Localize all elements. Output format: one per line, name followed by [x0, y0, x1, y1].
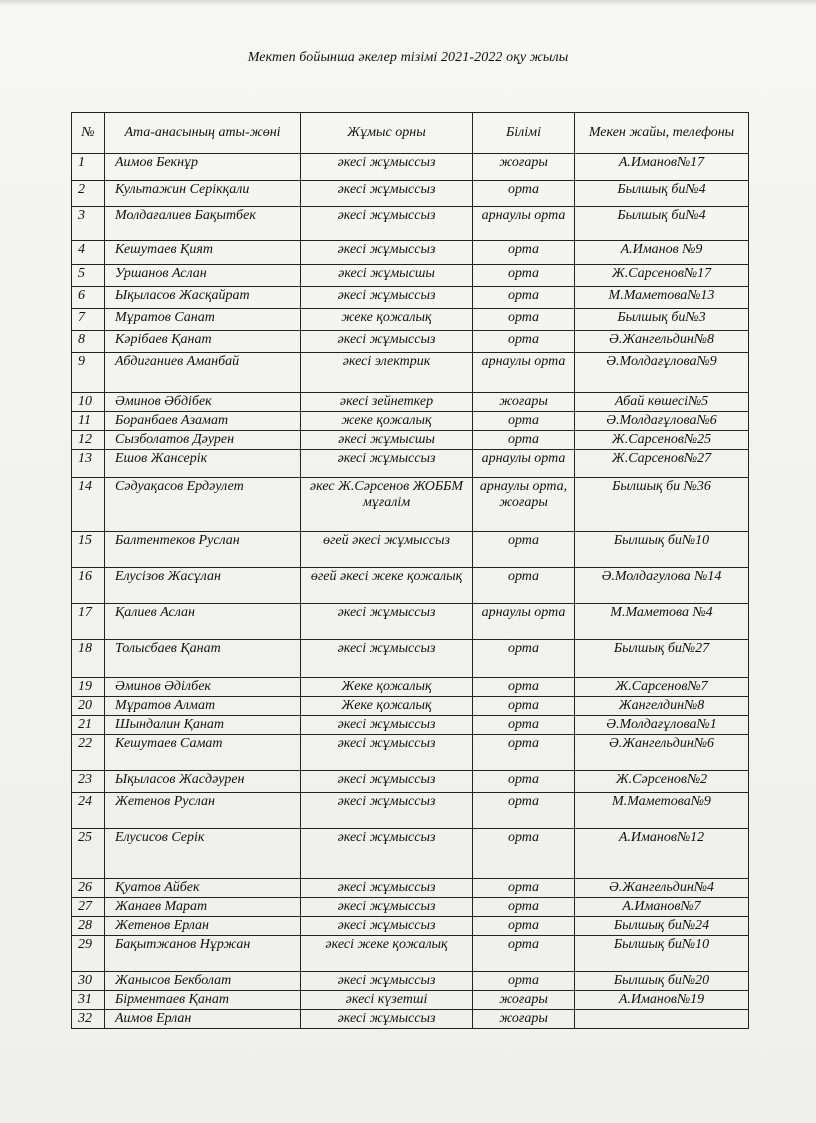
- row-parent-name: Кәрібаев Қанат: [105, 331, 301, 353]
- row-parent-name: Елусізов Жасұлан: [105, 568, 301, 604]
- row-address: А.Иманов№19: [575, 991, 749, 1010]
- row-job: әкесі жұмыссыз: [301, 771, 473, 793]
- header-name: Ата-анасының аты-жөні: [105, 113, 301, 154]
- row-address: Ж.Сарсенов№25: [575, 431, 749, 450]
- row-number: 21: [72, 716, 105, 735]
- row-education: орта: [473, 309, 575, 331]
- row-job: әкесі электрик: [301, 353, 473, 393]
- table-row: [72, 532, 749, 568]
- header-education: Білімі: [473, 113, 575, 154]
- row-number: 30: [72, 972, 105, 991]
- row-parent-name: Елусисов Серік: [105, 829, 301, 879]
- row-education: орта: [473, 735, 575, 771]
- row-address: Былшық би№4: [575, 181, 749, 207]
- row-parent-name: Ықыласов Жасдәурен: [105, 771, 301, 793]
- row-education: орта: [473, 898, 575, 917]
- table-row: [72, 431, 749, 450]
- row-parent-name: Жетенов Руслан: [105, 793, 301, 829]
- row-job: әкесі жұмыссыз: [301, 793, 473, 829]
- row-parent-name: Жетенов Ерлан: [105, 917, 301, 936]
- row-address: Ә.Молдағұлова№9: [575, 353, 749, 393]
- table-row: [72, 972, 749, 991]
- row-address: Былшық би№10: [575, 532, 749, 568]
- row-address: А.Иманов№12: [575, 829, 749, 879]
- row-parent-name: Сәдуақасов Ердәулет: [105, 478, 301, 532]
- row-number: 16: [72, 568, 105, 604]
- row-address: Ә.Молдагулова №14: [575, 568, 749, 604]
- row-parent-name: Бақытжанов Нұржан: [105, 936, 301, 972]
- row-address: Былшық би№24: [575, 917, 749, 936]
- row-job: әкесі жұмыссыз: [301, 450, 473, 478]
- row-address: Былшық би№4: [575, 207, 749, 241]
- row-job: әкесі жұмысшы: [301, 265, 473, 287]
- row-address: Былшық би №36: [575, 478, 749, 532]
- row-education: орта: [473, 568, 575, 604]
- table-row: [72, 353, 749, 393]
- row-education: орта: [473, 917, 575, 936]
- row-parent-name: Толысбаев Қанат: [105, 640, 301, 678]
- row-number: 12: [72, 431, 105, 450]
- table-row: [72, 991, 749, 1010]
- row-parent-name: Аимов Бекнұр: [105, 154, 301, 181]
- row-parent-name: Ықыласов Жасқайрат: [105, 287, 301, 309]
- row-job: әкес Ж.Сәрсенов ЖОББМ мұғалім: [301, 478, 473, 532]
- row-address: М.Маметова№13: [575, 287, 749, 309]
- row-job: әкесі жұмыссыз: [301, 604, 473, 640]
- row-education: орта: [473, 241, 575, 265]
- row-number: 25: [72, 829, 105, 879]
- table-header-row: [72, 113, 749, 154]
- row-parent-name: Ешов Жансерік: [105, 450, 301, 478]
- table-row: [72, 898, 749, 917]
- table-row: [72, 735, 749, 771]
- table-row: [72, 331, 749, 353]
- row-parent-name: Балтентеков Руслан: [105, 532, 301, 568]
- row-address: Ә.Молдағұлова№1: [575, 716, 749, 735]
- row-address: А.Иманов№7: [575, 898, 749, 917]
- row-address: Ж.Сәрсенов№2: [575, 771, 749, 793]
- row-address: Былшық би№20: [575, 972, 749, 991]
- document-title: Мектеп бойынша әкелер тізімі 2021-2022 оқу жылы: [247, 50, 569, 65]
- row-number: 13: [72, 450, 105, 478]
- header-number: №: [72, 113, 105, 154]
- row-address: Былшық би№10: [575, 936, 749, 972]
- row-job: әкесі жұмыссыз: [301, 287, 473, 309]
- row-parent-name: Қуатов Айбек: [105, 879, 301, 898]
- row-job: әкесі жұмыссыз: [301, 241, 473, 265]
- row-parent-name: Мұратов Алмат: [105, 697, 301, 716]
- row-address: Жангелдин№8: [575, 697, 749, 716]
- row-education: орта: [473, 532, 575, 568]
- row-job: әкесі жұмысшы: [301, 431, 473, 450]
- row-address: А.Иманов №9: [575, 241, 749, 265]
- fathers-list-table: [71, 112, 749, 1029]
- row-number: 26: [72, 879, 105, 898]
- table-row: [72, 265, 749, 287]
- row-address: Ж.Сарсенов№17: [575, 265, 749, 287]
- row-education: орта: [473, 412, 575, 431]
- row-address: Ә.Жангельдин№4: [575, 879, 749, 898]
- row-job: әкесі жұмыссыз: [301, 154, 473, 181]
- row-number: 17: [72, 604, 105, 640]
- table-row: [72, 936, 749, 972]
- table-row: [72, 393, 749, 412]
- table-row: [72, 917, 749, 936]
- table-row: [72, 640, 749, 678]
- row-number: 4: [72, 241, 105, 265]
- row-address: Былшық би№3: [575, 309, 749, 331]
- row-job: әкесі жұмыссыз: [301, 181, 473, 207]
- row-number: 3: [72, 207, 105, 241]
- row-education: орта: [473, 793, 575, 829]
- row-number: 32: [72, 1010, 105, 1029]
- row-number: 20: [72, 697, 105, 716]
- row-address: Ж.Сарсенов№27: [575, 450, 749, 478]
- table-row: [72, 309, 749, 331]
- table-row: [72, 879, 749, 898]
- row-education: орта: [473, 640, 575, 678]
- table-row: [72, 412, 749, 431]
- row-address: М.Маметова№9: [575, 793, 749, 829]
- row-education: орта: [473, 972, 575, 991]
- table-row: [72, 793, 749, 829]
- row-education: орта: [473, 181, 575, 207]
- table-row: [72, 568, 749, 604]
- row-education: орта: [473, 936, 575, 972]
- row-job: әкесі зейнеткер: [301, 393, 473, 412]
- row-job: әкесі жұмыссыз: [301, 879, 473, 898]
- table-row: [72, 181, 749, 207]
- table-row: [72, 1010, 749, 1029]
- row-education: арнаулы орта: [473, 450, 575, 478]
- row-number: 8: [72, 331, 105, 353]
- table-row: [72, 604, 749, 640]
- row-parent-name: Жанаев Марат: [105, 898, 301, 917]
- row-address: Ә.Жангельдин№8: [575, 331, 749, 353]
- row-number: 18: [72, 640, 105, 678]
- table-row: [72, 697, 749, 716]
- row-parent-name: Уршанов Аслан: [105, 265, 301, 287]
- row-number: 7: [72, 309, 105, 331]
- row-parent-name: Шындалин Қанат: [105, 716, 301, 735]
- row-education: орта: [473, 287, 575, 309]
- row-parent-name: Кешутаев Самат: [105, 735, 301, 771]
- row-job: әкесі күзетші: [301, 991, 473, 1010]
- row-address: Былшық би№27: [575, 640, 749, 678]
- row-address: Абай көшесі№5: [575, 393, 749, 412]
- header-job: Жұмыс орны: [301, 113, 473, 154]
- row-number: 11: [72, 412, 105, 431]
- row-job: әкесі жұмыссыз: [301, 898, 473, 917]
- row-number: 28: [72, 917, 105, 936]
- row-job: әкесі жеке қожалық: [301, 936, 473, 972]
- row-job: өгей әкесі жұмыссыз: [301, 532, 473, 568]
- row-parent-name: Боранбаев Азамат: [105, 412, 301, 431]
- row-job: Жеке қожалық: [301, 678, 473, 697]
- row-parent-name: Кешутаев Қият: [105, 241, 301, 265]
- row-job: жеке қожалық: [301, 412, 473, 431]
- row-address: Ә.Жангельдин№6: [575, 735, 749, 771]
- row-parent-name: Молдағалиев Бақытбек: [105, 207, 301, 241]
- table-body: [72, 154, 749, 1029]
- row-job: әкесі жұмыссыз: [301, 972, 473, 991]
- row-job: әкесі жұмыссыз: [301, 716, 473, 735]
- row-education: арнаулы орта: [473, 353, 575, 393]
- row-job: әкесі жұмыссыз: [301, 207, 473, 241]
- row-number: 23: [72, 771, 105, 793]
- row-number: 31: [72, 991, 105, 1010]
- table-row: [72, 207, 749, 241]
- row-number: 10: [72, 393, 105, 412]
- row-education: арнаулы орта: [473, 207, 575, 241]
- row-parent-name: Абдиганиев Аманбай: [105, 353, 301, 393]
- row-number: 29: [72, 936, 105, 972]
- table-row: [72, 829, 749, 879]
- scan-edge: [0, 0, 816, 6]
- row-number: 1: [72, 154, 105, 181]
- row-parent-name: Аимов Ерлан: [105, 1010, 301, 1029]
- row-education: арнаулы орта: [473, 604, 575, 640]
- row-number: 19: [72, 678, 105, 697]
- row-parent-name: Сызболатов Дәурен: [105, 431, 301, 450]
- row-education: орта: [473, 829, 575, 879]
- table-row: [72, 450, 749, 478]
- row-address: Ж.Сарсенов№7: [575, 678, 749, 697]
- row-education: орта: [473, 771, 575, 793]
- row-number: 22: [72, 735, 105, 771]
- row-number: 15: [72, 532, 105, 568]
- row-job: әкесі жұмыссыз: [301, 735, 473, 771]
- row-education: орта: [473, 697, 575, 716]
- row-job: әкесі жұмыссыз: [301, 829, 473, 879]
- row-job: әкесі жұмыссыз: [301, 1010, 473, 1029]
- row-education: орта: [473, 716, 575, 735]
- table-row: [72, 241, 749, 265]
- row-job: әкесі жұмыссыз: [301, 917, 473, 936]
- row-number: 14: [72, 478, 105, 532]
- row-parent-name: Әминов Әділбек: [105, 678, 301, 697]
- row-job: Жеке қожалық: [301, 697, 473, 716]
- row-parent-name: Культажин Серікқали: [105, 181, 301, 207]
- row-address: А.Иманов№17: [575, 154, 749, 181]
- row-education: жоғары: [473, 991, 575, 1010]
- row-job: жеке қожалық: [301, 309, 473, 331]
- row-education: арнаулы орта, жоғары: [473, 478, 575, 532]
- row-education: жоғары: [473, 393, 575, 412]
- row-number: 6: [72, 287, 105, 309]
- table-row: [72, 154, 749, 181]
- row-education: орта: [473, 265, 575, 287]
- row-education: орта: [473, 678, 575, 697]
- row-education: жоғары: [473, 1010, 575, 1029]
- header-address: Мекен жайы, телефоны: [575, 113, 749, 154]
- row-parent-name: Әминов Әбдібек: [105, 393, 301, 412]
- table-row: [72, 716, 749, 735]
- row-parent-name: Бірментаев Қанат: [105, 991, 301, 1010]
- row-number: 27: [72, 898, 105, 917]
- row-number: 9: [72, 353, 105, 393]
- row-job: өгей әкесі жеке қожалық: [301, 568, 473, 604]
- row-address: [575, 1010, 749, 1029]
- row-parent-name: Жанысов Бекболат: [105, 972, 301, 991]
- row-address: М.Маметова №4: [575, 604, 749, 640]
- table-row: [72, 678, 749, 697]
- row-job: әкесі жұмыссыз: [301, 640, 473, 678]
- row-education: жоғары: [473, 154, 575, 181]
- row-parent-name: Мұратов Санат: [105, 309, 301, 331]
- row-number: 5: [72, 265, 105, 287]
- row-parent-name: Қалиев Аслан: [105, 604, 301, 640]
- row-education: орта: [473, 879, 575, 898]
- row-number: 24: [72, 793, 105, 829]
- row-address: Ә.Молдағұлова№6: [575, 412, 749, 431]
- table-row: [72, 287, 749, 309]
- table-row: [72, 771, 749, 793]
- row-job: әкесі жұмыссыз: [301, 331, 473, 353]
- row-number: 2: [72, 181, 105, 207]
- row-education: орта: [473, 331, 575, 353]
- table-row: [72, 478, 749, 532]
- row-education: орта: [473, 431, 575, 450]
